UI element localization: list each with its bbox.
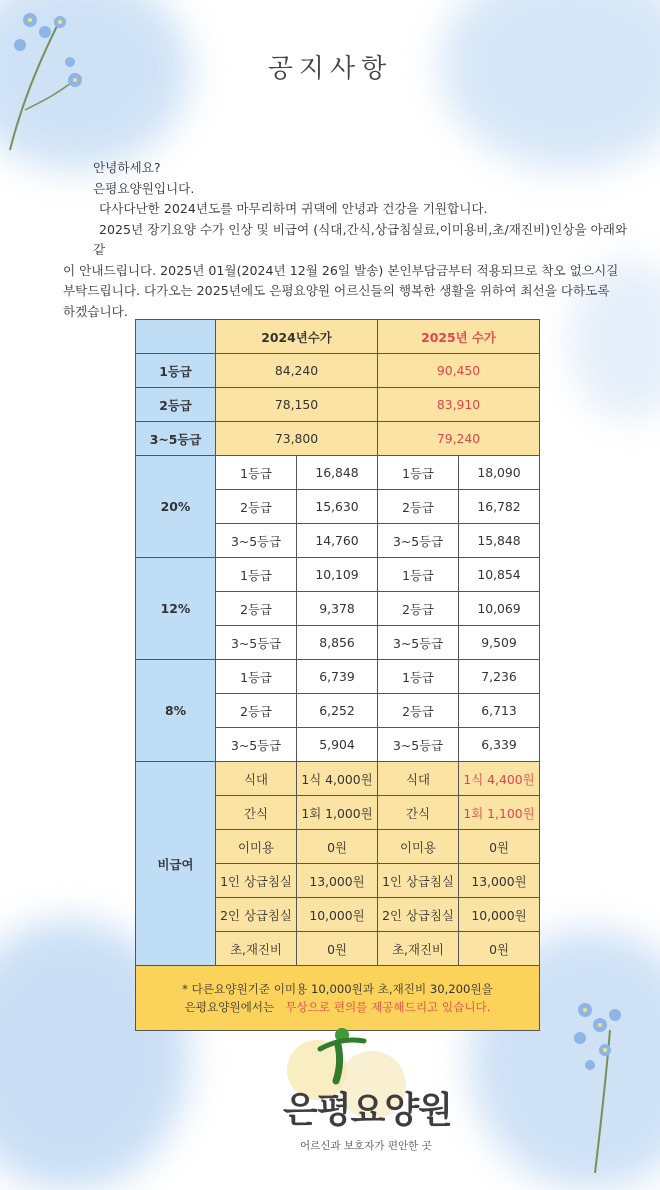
grade-value-2024: 84,240: [216, 354, 378, 388]
nonpay-item: 이미용: [216, 830, 297, 864]
note-line-2: [136, 998, 539, 1016]
nonpay-item: 2인 상급침실: [216, 898, 297, 932]
table-row: [136, 660, 540, 694]
table-row: [136, 388, 540, 422]
nonpay-value-2025: 13,000원: [459, 864, 540, 898]
nonpay-item: 1인 상급침실: [378, 864, 459, 898]
nonpay-item: 간식: [378, 796, 459, 830]
copay-value-2025: 7,236: [459, 660, 540, 694]
copay-grade: 3~5등급: [216, 524, 297, 558]
nonpay-item: 식대: [378, 762, 459, 796]
table-row: [136, 456, 540, 490]
note-line-2-highlight: 무상으로 편의를 제공해드리고 있습니다.: [285, 1000, 491, 1014]
copay-grade: 3~5등급: [378, 626, 459, 660]
copay-grade: 2등급: [378, 694, 459, 728]
nonpay-value-2024: 13,000원: [297, 864, 378, 898]
grade-value-2025: 90,450: [378, 354, 540, 388]
flower-decoration-icon: [555, 990, 660, 1173]
copay-value-2024: 6,739: [297, 660, 378, 694]
copay-value-2025: 6,713: [459, 694, 540, 728]
intro-paragraph-2-line-3: 부탁드립니다. 다가오는 2025년에도 은평요양원 어르신들의 행복한 생활을 위하여 최선을 다하도록: [63, 283, 610, 298]
copay-grade: 3~5등급: [378, 524, 459, 558]
logo-name: 은평요양원: [283, 1090, 452, 1131]
table-header-row: [136, 320, 540, 354]
copay-value-2024: 8,856: [297, 626, 378, 660]
copay-grade: 1등급: [216, 456, 297, 490]
nonpay-item: 이미용: [378, 830, 459, 864]
copay-value-2025: 16,782: [459, 490, 540, 524]
nonpay-item: 초,재진비: [378, 932, 459, 966]
note-line-1: * 다른요양원기준 이미용 10,000원과 초,재진비 30,200원을: [182, 982, 493, 996]
copay-value-2024: 10,109: [297, 558, 378, 592]
copay-grade: 3~5등급: [216, 728, 297, 762]
logo-tagline: 어르신과 보호자가 편안한 곳: [300, 1140, 432, 1152]
copay-grade: 3~5등급: [378, 728, 459, 762]
nonpay-item: 식대: [216, 762, 297, 796]
nonpay-value-2025: 0원: [459, 932, 540, 966]
nonpay-item: 간식: [216, 796, 297, 830]
table-corner-cell: [136, 320, 216, 354]
grade-label: 2등급: [136, 388, 216, 422]
copay-value-2025: 6,339: [459, 728, 540, 762]
header-2024: 2024년수가: [216, 320, 378, 354]
nonpay-value-2024: 1식 4,000원: [297, 762, 378, 796]
copay-value-2025: 18,090: [459, 456, 540, 490]
nonpay-value-2024: 0원: [297, 932, 378, 966]
copay-grade: 1등급: [216, 558, 297, 592]
copay-value-2024: 5,904: [297, 728, 378, 762]
page-title: 공지사항: [267, 54, 393, 84]
copay-grade: 1등급: [378, 558, 459, 592]
copay-value-2025: 10,854: [459, 558, 540, 592]
copay-grade: 2등급: [216, 592, 297, 626]
copay-value-2025: 9,509: [459, 626, 540, 660]
copay-value-2024: 16,848: [297, 456, 378, 490]
copay-value-2024: 14,760: [297, 524, 378, 558]
copay-grade: 3~5등급: [216, 626, 297, 660]
copay-value-2024: 9,378: [297, 592, 378, 626]
intro-paragraph-2-line-2: 이 안내드립니다. 2025년 01월(2024년 12월 26일 발송) 본인부담금부터 적용되므로 착오 없으시길: [63, 262, 619, 278]
copay-value-2024: 15,630: [297, 490, 378, 524]
copay-grade: 1등급: [216, 660, 297, 694]
intro-greeting: 안녕하세요?: [93, 160, 161, 175]
copay-grade: 2등급: [216, 694, 297, 728]
copay-grade: 2등급: [378, 592, 459, 626]
intro-paragraph-2-line-4: 하겠습니다.: [63, 303, 128, 319]
copay-value-2025: 15,848: [459, 524, 540, 558]
fee-table: [135, 319, 540, 1031]
nonpay-label: 비급여: [136, 762, 216, 966]
intro-paragraph-1: 다사다난한 2024년도를 마무리하며 귀댁에 안녕과 건강을 기원합니다.: [99, 201, 488, 216]
copay-grade: 1등급: [378, 660, 459, 694]
nonpay-value-2025: 10,000원: [459, 898, 540, 932]
copay-value-2024: 6,252: [297, 694, 378, 728]
copay-label: 20%: [136, 456, 216, 558]
table-row: [136, 762, 540, 796]
intro-paragraph-2-line-1: 2025년 장기요양 수가 인상 및 비급여 (식대,간식,상급침실료,이미용비,초/재진비)인상을 아래와 같: [93, 221, 628, 257]
nonpay-value-2025: 0원: [459, 830, 540, 864]
note-line-2-lead: 은평요양원에서는: [184, 1000, 275, 1014]
table-row: [136, 558, 540, 592]
copay-grade: 2등급: [378, 490, 459, 524]
copay-label: 8%: [136, 660, 216, 762]
nonpay-item: 초,재진비: [216, 932, 297, 966]
copay-value-2025: 10,069: [459, 592, 540, 626]
grade-label: 1등급: [136, 354, 216, 388]
nonpay-value-2025: 1회 1,100원: [459, 796, 540, 830]
nonpay-value-2025: 1식 4,400원: [459, 762, 540, 796]
watercolor-wash: [440, 0, 660, 170]
grade-label: 3~5등급: [136, 422, 216, 456]
copay-grade: 2등급: [216, 490, 297, 524]
grade-value-2025: 83,910: [378, 388, 540, 422]
intro-org-line: 은평요양원입니다.: [93, 180, 195, 196]
table-row: [136, 354, 540, 388]
header-2025: 2025년 수가: [378, 320, 540, 354]
nonpay-item: 1인 상급침실: [216, 864, 297, 898]
table-row: [136, 422, 540, 456]
nonpay-value-2024: 1회 1,000원: [297, 796, 378, 830]
grade-value-2025: 79,240: [378, 422, 540, 456]
nonpay-item: 2인 상급침실: [378, 898, 459, 932]
copay-grade: 1등급: [378, 456, 459, 490]
intro-text: [63, 158, 633, 322]
nonpay-value-2024: 10,000원: [297, 898, 378, 932]
nonpay-value-2024: 0원: [297, 830, 378, 864]
copay-label: 12%: [136, 558, 216, 660]
grade-value-2024: 73,800: [216, 422, 378, 456]
grade-value-2024: 78,150: [216, 388, 378, 422]
